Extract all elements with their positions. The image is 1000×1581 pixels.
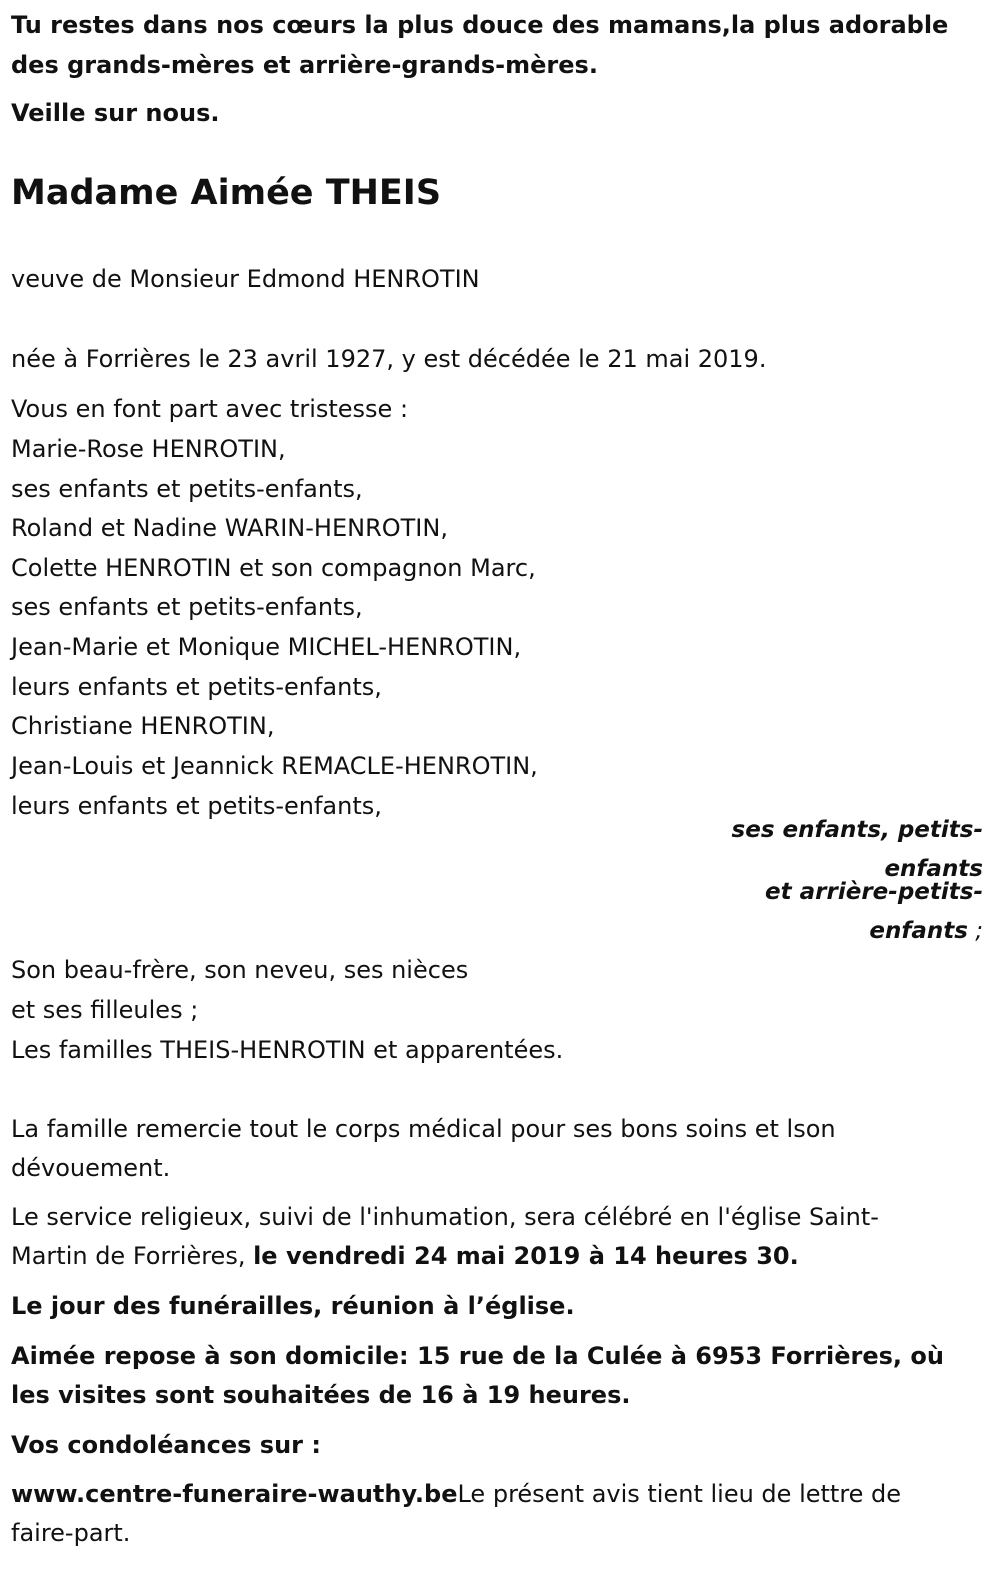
family-member: Jean-Louis et Jeannick REMACLE-HENROTIN, [11,752,538,780]
other-relatives: Son beau-frère, son neveu, ses nièces [11,956,469,984]
birth-death: née à Forrières le 23 avril 1927, y est décédée le 21 mai 2019. [11,345,767,373]
condolences-label: Vos condoléances sur : [11,1431,321,1459]
family-member: ses enfants et petits-enfants, [11,475,363,503]
thanks-line-2: dévouement. [11,1154,171,1182]
family-intro: Vous en font part avec tristesse : [11,395,409,423]
family-member: leurs enfants et petits-enfants, [11,792,382,820]
service-location: Martin de Forrières, [11,1242,254,1270]
meeting-info: Le jour des funérailles, réunion à l’église. [11,1292,575,1320]
family-member: Roland et Nadine WARIN-HENROTIN, [11,514,448,542]
widow-of: veuve de Monsieur Edmond HENROTIN [11,265,480,293]
descendants-line-3: et arrière-petits- [765,879,983,905]
epitaph-line-2: des grands-mères et arrière-grands-mères. [11,51,598,79]
service-line-1: Le service religieux, suivi de l'inhumation, sera célébré en l'église Saint- [11,1203,879,1231]
other-relatives: Les familles THEIS-HENROTIN et apparentées. [11,1036,564,1064]
descendants-line-2: enfants [884,856,983,882]
visit-line-2: les visites sont souhaitées de 16 à 19 heures. [11,1381,631,1409]
family-member: leurs enfants et petits-enfants, [11,673,382,701]
descendants-suffix: ; [967,918,983,944]
descendants-line-1: ses enfants, petits- [731,817,983,843]
faire-part-line-2: faire-part. [11,1519,131,1547]
visit-line-1: Aimée repose à son domicile: 15 rue de la Culée à 6953 Forrières, où [11,1342,944,1370]
epitaph-line-3: Veille sur nous. [11,99,220,127]
family-member: Marie-Rose HENROTIN, [11,435,286,463]
service-datetime: le vendredi 24 mai 2019 à 14 heures 30. [253,1242,799,1270]
other-relatives: et ses filleules ; [11,996,199,1024]
descendants-line-4 [869,916,983,946]
deceased-name: Madame Aimée THEIS [11,173,442,213]
family-member: Christiane HENROTIN, [11,712,275,740]
epitaph-line-1: Tu restes dans nos cœurs la plus douce des mamans,la plus adorable [11,11,949,39]
condolences-line [11,1479,901,1509]
faire-part-note: Le présent avis tient lieu de lettre de [457,1480,902,1508]
thanks-line-1: La famille remercie tout le corps médical pour ses bons soins et lson [11,1115,836,1143]
family-member: ses enfants et petits-enfants, [11,593,363,621]
family-member: Jean-Marie et Monique MICHEL-HENROTIN, [11,633,522,661]
family-member: Colette HENROTIN et son compagnon Marc, [11,554,536,582]
condolences-link[interactable]: www.centre-funeraire-wauthy.be [11,1480,458,1508]
service-line-2 [11,1241,799,1271]
descendants-enfants: enfants [869,918,968,944]
